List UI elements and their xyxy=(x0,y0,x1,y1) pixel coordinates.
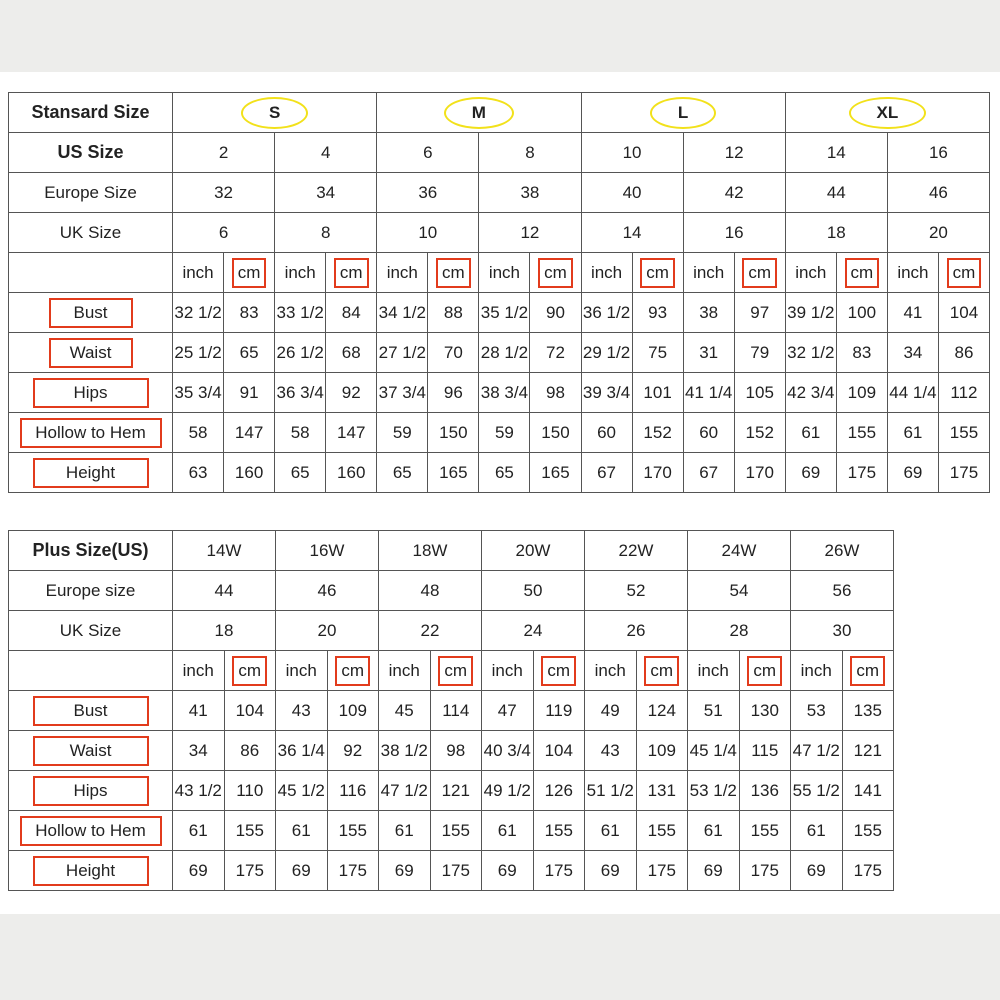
europe-size-row-value: 42 xyxy=(683,173,785,213)
plus-size-label: 22W xyxy=(585,531,688,571)
measurement-value: 51 xyxy=(688,691,740,731)
measurement-value: 130 xyxy=(739,691,791,731)
unit-cm-marker: cm xyxy=(742,258,777,288)
measurement-value: 69 xyxy=(785,453,836,493)
measurement-value: 96 xyxy=(428,373,479,413)
measurement-value: 155 xyxy=(224,811,276,851)
europe-size-row-value: 46 xyxy=(887,173,989,213)
unit-cm xyxy=(530,253,581,293)
measurement-value: 27 1/2 xyxy=(377,333,428,373)
measurement-value: 69 xyxy=(791,851,843,891)
measurement-value: 141 xyxy=(842,771,894,811)
measurement-value: 33 1/2 xyxy=(275,293,326,333)
measurement-value: 61 xyxy=(276,811,328,851)
measurement-label-marker: Bust xyxy=(33,696,149,726)
measurement-value: 155 xyxy=(842,811,894,851)
measurement-value: 84 xyxy=(326,293,377,333)
measurement-label-marker: Hips xyxy=(33,776,149,806)
unit-row xyxy=(9,253,990,293)
unit-cm xyxy=(836,253,887,293)
measurement-value: 60 xyxy=(683,413,734,453)
measurement-value: 160 xyxy=(326,453,377,493)
size-letter xyxy=(785,93,989,133)
measurement-value: 100 xyxy=(836,293,887,333)
measurement-value: 155 xyxy=(836,413,887,453)
measurement-value: 43 xyxy=(276,691,328,731)
measurement-value: 36 3/4 xyxy=(275,373,326,413)
unit-cm xyxy=(224,651,276,691)
us-size-row-label: US Size xyxy=(9,133,173,173)
unit-inch: inch xyxy=(275,253,326,293)
measurement-label-marker: Hollow to Hem xyxy=(20,418,162,448)
measurement-label xyxy=(9,771,173,811)
measurement-value: 35 3/4 xyxy=(173,373,224,413)
unit-inch: inch xyxy=(276,651,328,691)
measurement-label-marker: Hollow to Hem xyxy=(20,816,162,846)
measurement-value: 25 1/2 xyxy=(173,333,224,373)
measurement-value: 175 xyxy=(224,851,276,891)
size-letter xyxy=(581,93,785,133)
measurement-value: 38 xyxy=(683,293,734,333)
measurement-value: 91 xyxy=(224,373,275,413)
uk-size-row-value: 12 xyxy=(479,213,581,253)
measurement-value: 88 xyxy=(428,293,479,333)
us-size-row-value: 2 xyxy=(173,133,275,173)
unit-cm-marker: cm xyxy=(438,656,473,686)
measurement-value: 155 xyxy=(430,811,482,851)
measurement-value: 109 xyxy=(327,691,379,731)
measurement-row xyxy=(9,413,990,453)
measurement-value: 114 xyxy=(430,691,482,731)
measurement-value: 126 xyxy=(533,771,585,811)
plus-size-label: 20W xyxy=(482,531,585,571)
size-header-row xyxy=(9,93,990,133)
measurement-value: 38 1/2 xyxy=(379,731,431,771)
measurement-value: 43 1/2 xyxy=(173,771,225,811)
uk-size-row-value: 22 xyxy=(379,611,482,651)
measurement-value: 59 xyxy=(479,413,530,453)
measurement-value: 175 xyxy=(430,851,482,891)
europe-size-row-value: 36 xyxy=(377,173,479,213)
unit-cm-marker: cm xyxy=(335,656,370,686)
measurement-value: 42 3/4 xyxy=(785,373,836,413)
measurement-label-marker: Bust xyxy=(49,298,133,328)
measurement-value: 160 xyxy=(224,453,275,493)
plus-size-header-row xyxy=(9,531,894,571)
measurement-value: 61 xyxy=(791,811,843,851)
measurement-value: 136 xyxy=(739,771,791,811)
measurement-value: 67 xyxy=(581,453,632,493)
size-letter-marker: L xyxy=(650,97,716,129)
measurement-value: 34 1/2 xyxy=(377,293,428,333)
uk-size-row-value: 8 xyxy=(275,213,377,253)
unit-cm-marker: cm xyxy=(747,656,782,686)
measurement-value: 44 1/4 xyxy=(887,373,938,413)
measurement-value: 61 xyxy=(887,413,938,453)
measurement-row xyxy=(9,731,894,771)
measurement-value: 175 xyxy=(327,851,379,891)
measurement-row xyxy=(9,691,894,731)
unit-cm xyxy=(428,253,479,293)
measurement-value: 43 xyxy=(585,731,637,771)
measurement-value: 104 xyxy=(224,691,276,731)
measurement-value: 36 1/4 xyxy=(276,731,328,771)
measurement-value: 67 xyxy=(683,453,734,493)
unit-row-label xyxy=(9,253,173,293)
measurement-value: 41 xyxy=(173,691,225,731)
measurement-label xyxy=(9,731,173,771)
unit-cm-marker: cm xyxy=(644,656,679,686)
us-size-row-value: 14 xyxy=(785,133,887,173)
measurement-value: 69 xyxy=(276,851,328,891)
measurement-value: 45 xyxy=(379,691,431,731)
us-size-row-value: 6 xyxy=(377,133,479,173)
us-size-row-value: 16 xyxy=(887,133,989,173)
unit-cm xyxy=(636,651,688,691)
measurement-value: 69 xyxy=(173,851,225,891)
measurement-value: 26 1/2 xyxy=(275,333,326,373)
measurement-label xyxy=(9,293,173,333)
measurement-value: 147 xyxy=(224,413,275,453)
unit-row xyxy=(9,651,894,691)
measurement-value: 69 xyxy=(688,851,740,891)
measurement-row xyxy=(9,293,990,333)
measurement-value: 150 xyxy=(530,413,581,453)
measurement-value: 165 xyxy=(530,453,581,493)
measurement-value: 155 xyxy=(938,413,989,453)
europe-size-row xyxy=(9,173,990,213)
measurement-value: 65 xyxy=(275,453,326,493)
uk-size-row-value: 30 xyxy=(791,611,894,651)
measurement-value: 97 xyxy=(734,293,785,333)
measurement-value: 58 xyxy=(275,413,326,453)
table-title: Plus Size(US) xyxy=(9,531,173,571)
uk-size-row-label: UK Size xyxy=(9,213,173,253)
uk-size-row-value: 10 xyxy=(377,213,479,253)
uk-size-row-value: 28 xyxy=(688,611,791,651)
measurement-value: 92 xyxy=(326,373,377,413)
europe-size-row-value: 54 xyxy=(688,571,791,611)
europe-size-row xyxy=(9,571,894,611)
unit-cm xyxy=(224,253,275,293)
unit-cm xyxy=(734,253,785,293)
measurement-value: 61 xyxy=(785,413,836,453)
measurement-value: 152 xyxy=(632,413,683,453)
measurement-value: 93 xyxy=(632,293,683,333)
measurement-value: 45 1/4 xyxy=(688,731,740,771)
europe-size-row-value: 56 xyxy=(791,571,894,611)
measurement-value: 155 xyxy=(327,811,379,851)
measurement-label-marker: Waist xyxy=(49,338,133,368)
measurement-value: 112 xyxy=(938,373,989,413)
europe-size-row-value: 50 xyxy=(482,571,585,611)
us-size-row-value: 4 xyxy=(275,133,377,173)
unit-cm-marker: cm xyxy=(947,258,982,288)
measurement-row xyxy=(9,373,990,413)
unit-cm xyxy=(842,651,894,691)
measurement-label-marker: Height xyxy=(33,458,149,488)
measurement-value: 121 xyxy=(430,771,482,811)
us-size-row-value: 12 xyxy=(683,133,785,173)
measurement-value: 32 1/2 xyxy=(785,333,836,373)
measurement-value: 34 xyxy=(173,731,225,771)
unit-inch: inch xyxy=(887,253,938,293)
measurement-value: 68 xyxy=(326,333,377,373)
unit-cm xyxy=(533,651,585,691)
unit-inch: inch xyxy=(688,651,740,691)
measurement-value: 65 xyxy=(479,453,530,493)
measurement-value: 109 xyxy=(836,373,887,413)
plus-size-label: 16W xyxy=(276,531,379,571)
measurement-value: 90 xyxy=(530,293,581,333)
measurement-value: 58 xyxy=(173,413,224,453)
europe-size-row-value: 44 xyxy=(173,571,276,611)
measurement-value: 41 xyxy=(887,293,938,333)
plus-size-label: 24W xyxy=(688,531,791,571)
measurement-value: 32 1/2 xyxy=(173,293,224,333)
uk-size-row xyxy=(9,213,990,253)
measurement-value: 79 xyxy=(734,333,785,373)
unit-cm-marker: cm xyxy=(232,656,267,686)
unit-cm xyxy=(739,651,791,691)
measurement-label xyxy=(9,811,173,851)
measurement-value: 109 xyxy=(636,731,688,771)
unit-cm-marker: cm xyxy=(541,656,576,686)
unit-cm-marker: cm xyxy=(334,258,369,288)
measurement-value: 49 xyxy=(585,691,637,731)
uk-size-row xyxy=(9,611,894,651)
measurement-value: 45 1/2 xyxy=(276,771,328,811)
measurement-label xyxy=(9,373,173,413)
measurement-value: 135 xyxy=(842,691,894,731)
uk-size-row-value: 20 xyxy=(276,611,379,651)
measurement-value: 34 xyxy=(887,333,938,373)
standard-size-table xyxy=(8,92,990,493)
unit-inch: inch xyxy=(173,253,224,293)
size-chart-sheet xyxy=(0,72,1000,914)
measurement-value: 86 xyxy=(224,731,276,771)
unit-inch: inch xyxy=(581,253,632,293)
measurement-row xyxy=(9,811,894,851)
measurement-value: 29 1/2 xyxy=(581,333,632,373)
measurement-value: 69 xyxy=(887,453,938,493)
measurement-value: 155 xyxy=(533,811,585,851)
measurement-value: 61 xyxy=(482,811,534,851)
measurement-value: 175 xyxy=(842,851,894,891)
unit-inch: inch xyxy=(791,651,843,691)
europe-size-row-value: 40 xyxy=(581,173,683,213)
uk-size-row-value: 18 xyxy=(785,213,887,253)
unit-cm-marker: cm xyxy=(640,258,675,288)
uk-size-row-label: UK Size xyxy=(9,611,173,651)
europe-size-row-value: 44 xyxy=(785,173,887,213)
measurement-value: 124 xyxy=(636,691,688,731)
measurement-value: 65 xyxy=(377,453,428,493)
measurement-value: 53 xyxy=(791,691,843,731)
measurement-value: 41 1/4 xyxy=(683,373,734,413)
measurement-value: 53 1/2 xyxy=(688,771,740,811)
measurement-label xyxy=(9,333,173,373)
measurement-value: 36 1/2 xyxy=(581,293,632,333)
measurement-value: 28 1/2 xyxy=(479,333,530,373)
size-letter-marker: S xyxy=(241,97,308,129)
measurement-value: 83 xyxy=(224,293,275,333)
measurement-label-marker: Waist xyxy=(33,736,149,766)
measurement-value: 105 xyxy=(734,373,785,413)
measurement-value: 98 xyxy=(530,373,581,413)
uk-size-row-value: 20 xyxy=(887,213,989,253)
measurement-value: 37 3/4 xyxy=(377,373,428,413)
unit-row-label xyxy=(9,651,173,691)
measurement-value: 175 xyxy=(836,453,887,493)
measurement-value: 101 xyxy=(632,373,683,413)
measurement-value: 61 xyxy=(379,811,431,851)
unit-cm-marker: cm xyxy=(850,656,885,686)
unit-cm xyxy=(327,651,379,691)
plus-size-label: 26W xyxy=(791,531,894,571)
measurement-label-marker: Height xyxy=(33,856,149,886)
unit-cm-marker: cm xyxy=(845,258,880,288)
measurement-value: 38 3/4 xyxy=(479,373,530,413)
measurement-value: 83 xyxy=(836,333,887,373)
measurement-value: 152 xyxy=(734,413,785,453)
measurement-value: 121 xyxy=(842,731,894,771)
measurement-row xyxy=(9,851,894,891)
measurement-value: 104 xyxy=(533,731,585,771)
unit-cm xyxy=(938,253,989,293)
measurement-value: 104 xyxy=(938,293,989,333)
europe-size-row-label: Europe Size xyxy=(9,173,173,213)
measurement-value: 61 xyxy=(688,811,740,851)
unit-cm xyxy=(326,253,377,293)
size-letter-marker: XL xyxy=(849,97,927,129)
unit-cm-marker: cm xyxy=(232,258,267,288)
measurement-value: 175 xyxy=(636,851,688,891)
uk-size-row-value: 26 xyxy=(585,611,688,651)
unit-cm-marker: cm xyxy=(436,258,471,288)
europe-size-row-value: 48 xyxy=(379,571,482,611)
europe-size-row-value: 34 xyxy=(275,173,377,213)
measurement-value: 170 xyxy=(734,453,785,493)
measurement-value: 61 xyxy=(585,811,637,851)
measurement-label xyxy=(9,851,173,891)
size-letter xyxy=(173,93,377,133)
measurement-value: 47 1/2 xyxy=(379,771,431,811)
europe-size-row-value: 52 xyxy=(585,571,688,611)
unit-cm xyxy=(632,253,683,293)
table-title: Stansard Size xyxy=(9,93,173,133)
uk-size-row-value: 6 xyxy=(173,213,275,253)
measurement-value: 61 xyxy=(173,811,225,851)
unit-cm xyxy=(430,651,482,691)
us-size-row xyxy=(9,133,990,173)
europe-size-row-value: 38 xyxy=(479,173,581,213)
unit-inch: inch xyxy=(377,253,428,293)
europe-size-row-value: 46 xyxy=(276,571,379,611)
measurement-value: 165 xyxy=(428,453,479,493)
measurement-value: 47 1/2 xyxy=(791,731,843,771)
measurement-value: 92 xyxy=(327,731,379,771)
measurement-row xyxy=(9,771,894,811)
plus-size-label: 18W xyxy=(379,531,482,571)
measurement-value: 70 xyxy=(428,333,479,373)
measurement-value: 110 xyxy=(224,771,276,811)
unit-inch: inch xyxy=(683,253,734,293)
unit-inch: inch xyxy=(479,253,530,293)
uk-size-row-value: 18 xyxy=(173,611,276,651)
measurement-value: 40 3/4 xyxy=(482,731,534,771)
measurement-value: 69 xyxy=(482,851,534,891)
measurement-value: 155 xyxy=(739,811,791,851)
measurement-value: 39 3/4 xyxy=(581,373,632,413)
measurement-value: 63 xyxy=(173,453,224,493)
measurement-value: 175 xyxy=(938,453,989,493)
measurement-row xyxy=(9,333,990,373)
unit-cm-marker: cm xyxy=(538,258,573,288)
measurement-row xyxy=(9,453,990,493)
measurement-label xyxy=(9,691,173,731)
measurement-value: 115 xyxy=(739,731,791,771)
measurement-value: 72 xyxy=(530,333,581,373)
measurement-value: 60 xyxy=(581,413,632,453)
measurement-label xyxy=(9,453,173,493)
measurement-value: 150 xyxy=(428,413,479,453)
measurement-value: 39 1/2 xyxy=(785,293,836,333)
europe-size-row-label: Europe size xyxy=(9,571,173,611)
measurement-value: 55 1/2 xyxy=(791,771,843,811)
uk-size-row-value: 24 xyxy=(482,611,585,651)
measurement-value: 116 xyxy=(327,771,379,811)
us-size-row-value: 8 xyxy=(479,133,581,173)
measurement-label xyxy=(9,413,173,453)
unit-inch: inch xyxy=(785,253,836,293)
measurement-value: 155 xyxy=(636,811,688,851)
size-letter-marker: M xyxy=(444,97,514,129)
uk-size-row-value: 16 xyxy=(683,213,785,253)
measurement-value: 175 xyxy=(533,851,585,891)
measurement-value: 47 xyxy=(482,691,534,731)
measurement-value: 98 xyxy=(430,731,482,771)
unit-inch: inch xyxy=(482,651,534,691)
uk-size-row-value: 14 xyxy=(581,213,683,253)
measurement-value: 35 1/2 xyxy=(479,293,530,333)
measurement-value: 86 xyxy=(938,333,989,373)
measurement-value: 69 xyxy=(585,851,637,891)
measurement-value: 31 xyxy=(683,333,734,373)
measurement-value: 75 xyxy=(632,333,683,373)
measurement-value: 119 xyxy=(533,691,585,731)
measurement-value: 49 1/2 xyxy=(482,771,534,811)
us-size-row-value: 10 xyxy=(581,133,683,173)
size-letter xyxy=(377,93,581,133)
unit-inch: inch xyxy=(173,651,225,691)
plus-size-table xyxy=(8,530,894,891)
unit-inch: inch xyxy=(585,651,637,691)
unit-inch: inch xyxy=(379,651,431,691)
measurement-value: 65 xyxy=(224,333,275,373)
plus-size-label: 14W xyxy=(173,531,276,571)
measurement-value: 69 xyxy=(379,851,431,891)
europe-size-row-value: 32 xyxy=(173,173,275,213)
measurement-value: 131 xyxy=(636,771,688,811)
measurement-value: 147 xyxy=(326,413,377,453)
measurement-value: 175 xyxy=(739,851,791,891)
measurement-value: 59 xyxy=(377,413,428,453)
measurement-value: 170 xyxy=(632,453,683,493)
measurement-value: 51 1/2 xyxy=(585,771,637,811)
measurement-label-marker: Hips xyxy=(33,378,149,408)
